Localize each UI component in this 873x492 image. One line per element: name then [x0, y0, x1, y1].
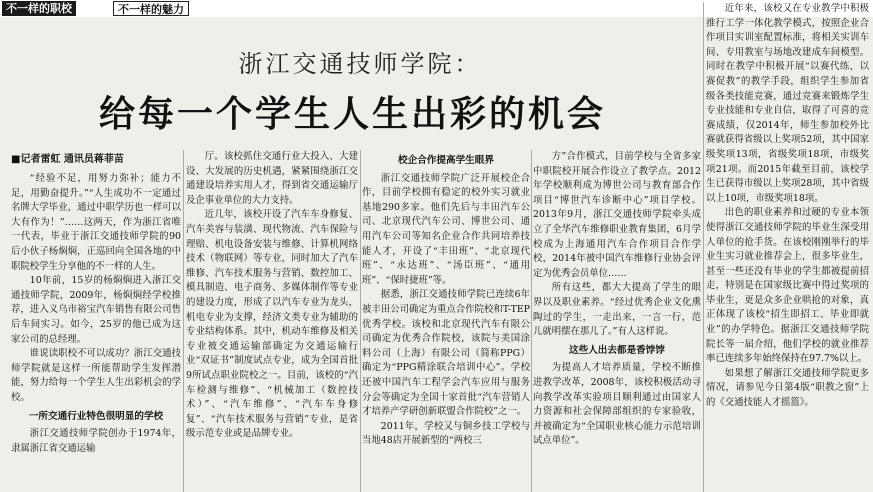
paragraph: 谁说读职校不可以成功？浙江交通技师学院就是这样一所能帮助学生发挥潜能，努力给每一个学生人生出彩机会的学校。	[11, 348, 181, 403]
article-column-3	[362, 150, 530, 492]
paragraph: 为提高人才培养质量，学校不断推进教学改革，2008年，该校积极活动寻向教学改革实验项目顺利通过由国家人力资源和社会保障部组织的专家验收，并被确定为“全国职业核心能力示范培训试点单位”。	[533, 362, 701, 447]
section-heading: 这些人出去都是香饽饽	[569, 344, 665, 356]
section-heading: 校企合作提高学生眼界	[398, 155, 494, 166]
paragraph: 近几年，该校开设了汽车车身修复、汽车美容与装潢、现代物流、汽车保险与理赔、机电设备安装与维修、计算机网络技术（物联网）等专业，同时加大了汽车维修、汽车技术服务与营销、数控加工、模具制造、电子商务、多媒体制作等专业的建设力度，形成了以汽车专业为龙头，机电专业为支撑，经济文类专业为辅助的专业结构体系。其中，机动车维修及相关专业被交通运输部确定为交通运输行业“双证书”制度试点专业，成为全国首批9所试点职业院校之一。目前，该校的“汽车检测与维修”、“机械加工（数控技术）”、“汽车维修”、“汽车车身修复”、“汽车技术服务与营销”专业，是省级示范专业或是品牌专业。	[186, 209, 358, 440]
section-tag-primary: 不一样的职校	[2, 1, 76, 16]
article-column-2	[186, 150, 358, 492]
column-divider	[360, 150, 361, 492]
column-divider	[703, 2, 704, 492]
paragraph: 如果想了解浙江交通技师学院更多情况，请参见今日第4版“职教之窗”上的《交通技能人才摇篮》。	[706, 367, 869, 409]
paragraph: 据悉，浙江交通技师学院已连续6年被丰田公司确定为重点合作院校和T-TEP优秀学校。该校和北京现代汽车有限公司确定为优秀合作院校，该院与美国涂料公司（上海）有限公司（简称PPG）确定为“PPG精涂联合培训中心”。学校还被中国汽车工程学会汽车应用与服务分会等确定为全国十家首批“汽车营销人才培养产学研创新联盟合作院校”之一。	[362, 289, 530, 418]
paragraph: “经验不足，用努力弥补；能力不足，用勤奋提升。”“人生成功不一定通过名牌大学毕业，通过中职学历也一样可以大有作为！”……这两天，作为浙江省唯一代表，毕业于浙江交通技师学院的90后小伙子杨焖焖，正巡回向全国各地的中职院校学生分享他的不一样的人生。	[11, 173, 181, 272]
paragraph: 厅。该校抓住交通行业大投入、大建设、大发展的历史机遇，紧紧围绕浙江交通建设培养实用人才，得到省交通运输厅及企事业单位的大力支持。	[186, 151, 358, 206]
paragraph: 2011年，学校又与铜乡技工学校与当地48店开展新型的“两校三	[362, 420, 530, 447]
column-divider	[183, 150, 184, 492]
section-tag-secondary: 不一样的魅力	[113, 1, 189, 16]
paragraph: 所有这些，都大大提高了学生的眼界以及职业素养。“经过优秀企业文化熏陶过的学生，一走出来，一言一行，范儿就明摆在那儿了。”有人这样说。	[533, 282, 701, 338]
paragraph: 浙江交通技师学院广泛开展校企合作，目前学校拥有稳定的校外实习就业基地290多家。他们先后与丰田汽车公司、北京现代汽车公司、博世公司、通用汽车公司等知名企业合作共同培养技能人才，开设了“丰田班”、“北京现代班”、“永达班”、“汤臣班”、“通用班”、“保时捷班”等。	[362, 172, 530, 286]
paragraph: 出色的职业素养和过硬的专业本领使得浙江交通技师学院的毕业生深受用人单位的抢手货。在该校刚刚举行的毕业生实习就业推荐会上，很多毕业生，甚至一些还没有毕业的学生都被提前招走，特别是在国家级比赛中得过奖项的毕业生，更是众多企业哄抢的对象，真正体现了该校“招生即招工、毕业即就业”的办学特色。据浙江交通技师学院院长等一届介绍，他们学校的就业推荐率已连续多年始终保持在97.7%以上。	[706, 207, 869, 365]
section-heading: 一所交通行业特色很明显的学校	[28, 410, 164, 422]
paragraph: 方”合作模式，目前学校与全省多家中职院校开展合作设立了教学点。2012年学校顺利成为博世公司与教育部合作项目“博世汽车诊断中心”项目学校。2013年9月，浙江交通技师学院牵头成立了全华汽车维修职业教育集团，6月学校成为上海通用汽车合作项目合作学校，2014年被中国汽车维修行业协会评定为优秀会员单位……	[533, 151, 701, 279]
article-column-1	[11, 172, 181, 492]
article-byline: ■记者雷虹 通讯员蒋菲苗	[11, 154, 124, 165]
paragraph: 近年来，该校又在专业教学中积极推行工学一体化教学模式，按照企业合作项目实训室配置标准，将相关实训车间、专用教室与场地改建成车间模型。同时在教学中积极开展“以赛代练，以赛促教”的教学手段，组织学生参加省级各类技能竞赛，通过竞赛来锻炼学生专业技能和专业自信，取得了可喜的竞赛成绩，仅2014年，师生参加校外比赛就获得省级以上奖项52项，其中国家级奖项13项，省级奖项18项，市级奖项21项。而2015年截至目前，该校学生已获得市级以上奖项28项，其中省级以上10项，市级奖项18项。	[706, 3, 869, 204]
article-subtitle: 浙江交通技师学院：	[238, 50, 482, 78]
article-title: 给每一个学生人生出彩的机会	[98, 94, 606, 135]
column-divider	[531, 150, 532, 492]
article-column-4	[533, 150, 701, 492]
paragraph: 10年前，15岁的杨焖焖进入浙江交通技师学院，2009年，杨焖焖经学校推荐，进入义乌市裕宝汽车销售有限公司售后车间实习。如今，25岁的他已成为这家公司的总经理。	[11, 275, 181, 345]
article-column-5	[706, 2, 869, 492]
paragraph: 浙江交通技师学院创办于1974年，隶属浙江省交通运输	[11, 428, 181, 454]
